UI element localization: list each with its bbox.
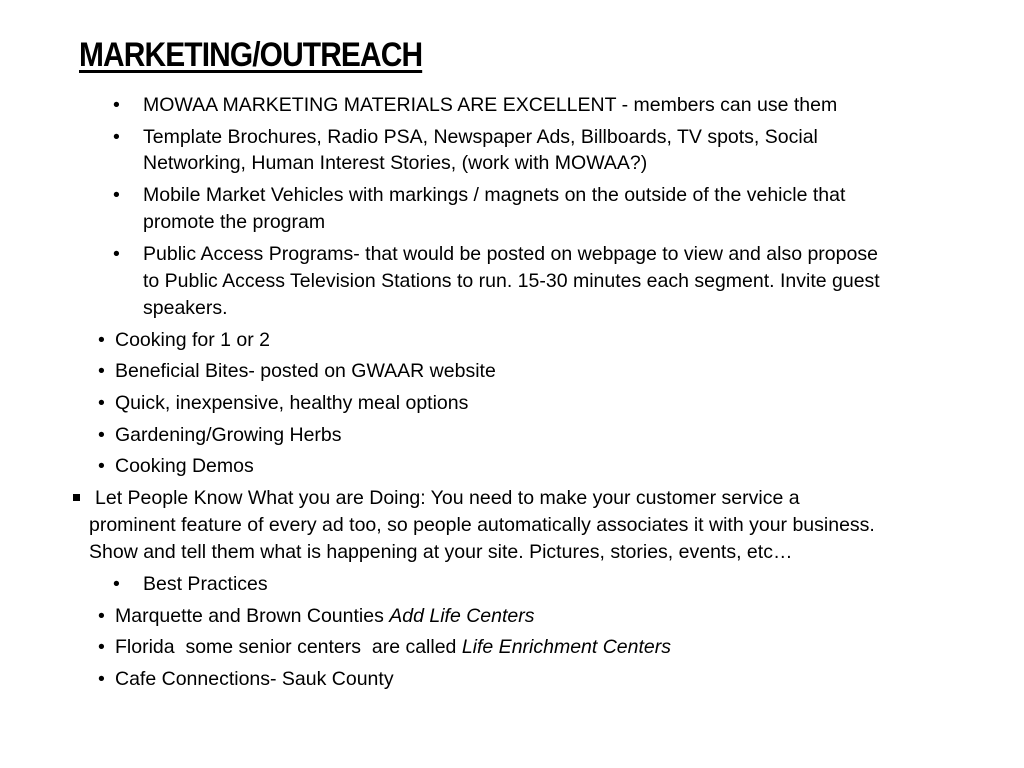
item-line: MOWAA MARKETING MATERIALS ARE EXCELLENT - members can use them <box>143 94 838 116</box>
item-line <box>115 634 671 661</box>
bullet-dot: • <box>113 126 120 148</box>
bullet-dot: • <box>98 668 105 690</box>
bullet-dot: • <box>98 329 105 351</box>
item-line: Public Access Programs- that would be posted on webpage to view and also propose <box>143 243 878 265</box>
bullet-dot: • <box>98 360 105 382</box>
item-line: Cooking Demos <box>115 455 254 477</box>
item-text: Florida some senior centers are called <box>115 636 462 658</box>
item-line: prominent feature of every ad too, so people automatically associates it with your business. <box>89 514 875 536</box>
item-line: Template Brochures, Radio PSA, Newspaper Ads, Billboards, TV spots, Social <box>143 126 818 148</box>
item-line: promote the program <box>143 211 326 233</box>
item-line: Quick, inexpensive, healthy meal options <box>115 392 469 414</box>
item-line: to Public Access Television Stations to run. 15-30 minutes each segment. Invite guest <box>143 270 880 292</box>
item-line: Best Practices <box>143 573 268 595</box>
item-line: Beneficial Bites- posted on GWAAR website <box>115 360 496 382</box>
item-line: Gardening/Growing Herbs <box>115 424 342 446</box>
bullet-dot: • <box>98 636 105 658</box>
bullet-dot: • <box>113 184 120 206</box>
bullet-dot: • <box>98 424 105 446</box>
item-line: Cooking for 1 or 2 <box>115 329 271 351</box>
item-line: speakers. <box>143 297 228 319</box>
item-line: Let People Know What you are Doing: You need to make your customer service a <box>95 487 800 509</box>
item-line: Cafe Connections- Sauk County <box>115 668 394 690</box>
bullet-dot: • <box>113 243 120 265</box>
bullet-dot: • <box>98 392 105 414</box>
bullet-dot: • <box>98 605 105 627</box>
bullet-dot: • <box>98 455 105 477</box>
square-bullet-icon <box>73 494 80 501</box>
slide-title: MARKETING/OUTREACH <box>79 36 423 74</box>
item-line: Networking, Human Interest Stories, (work with MOWAA?) <box>143 152 648 174</box>
item-line: Mobile Market Vehicles with markings / magnets on the outside of the vehicle that <box>143 184 846 206</box>
item-text: Marquette and Brown Counties <box>115 605 390 627</box>
item-italic-text: Life Enrichment Centers <box>461 636 672 658</box>
bullet-dot: • <box>113 573 120 595</box>
item-line <box>115 603 535 630</box>
bullet-dot: • <box>113 94 120 116</box>
item-italic-text: Add Life Centers <box>389 605 535 627</box>
item-line: Show and tell them what is happening at your site. Pictures, stories, events, etc… <box>89 541 793 563</box>
